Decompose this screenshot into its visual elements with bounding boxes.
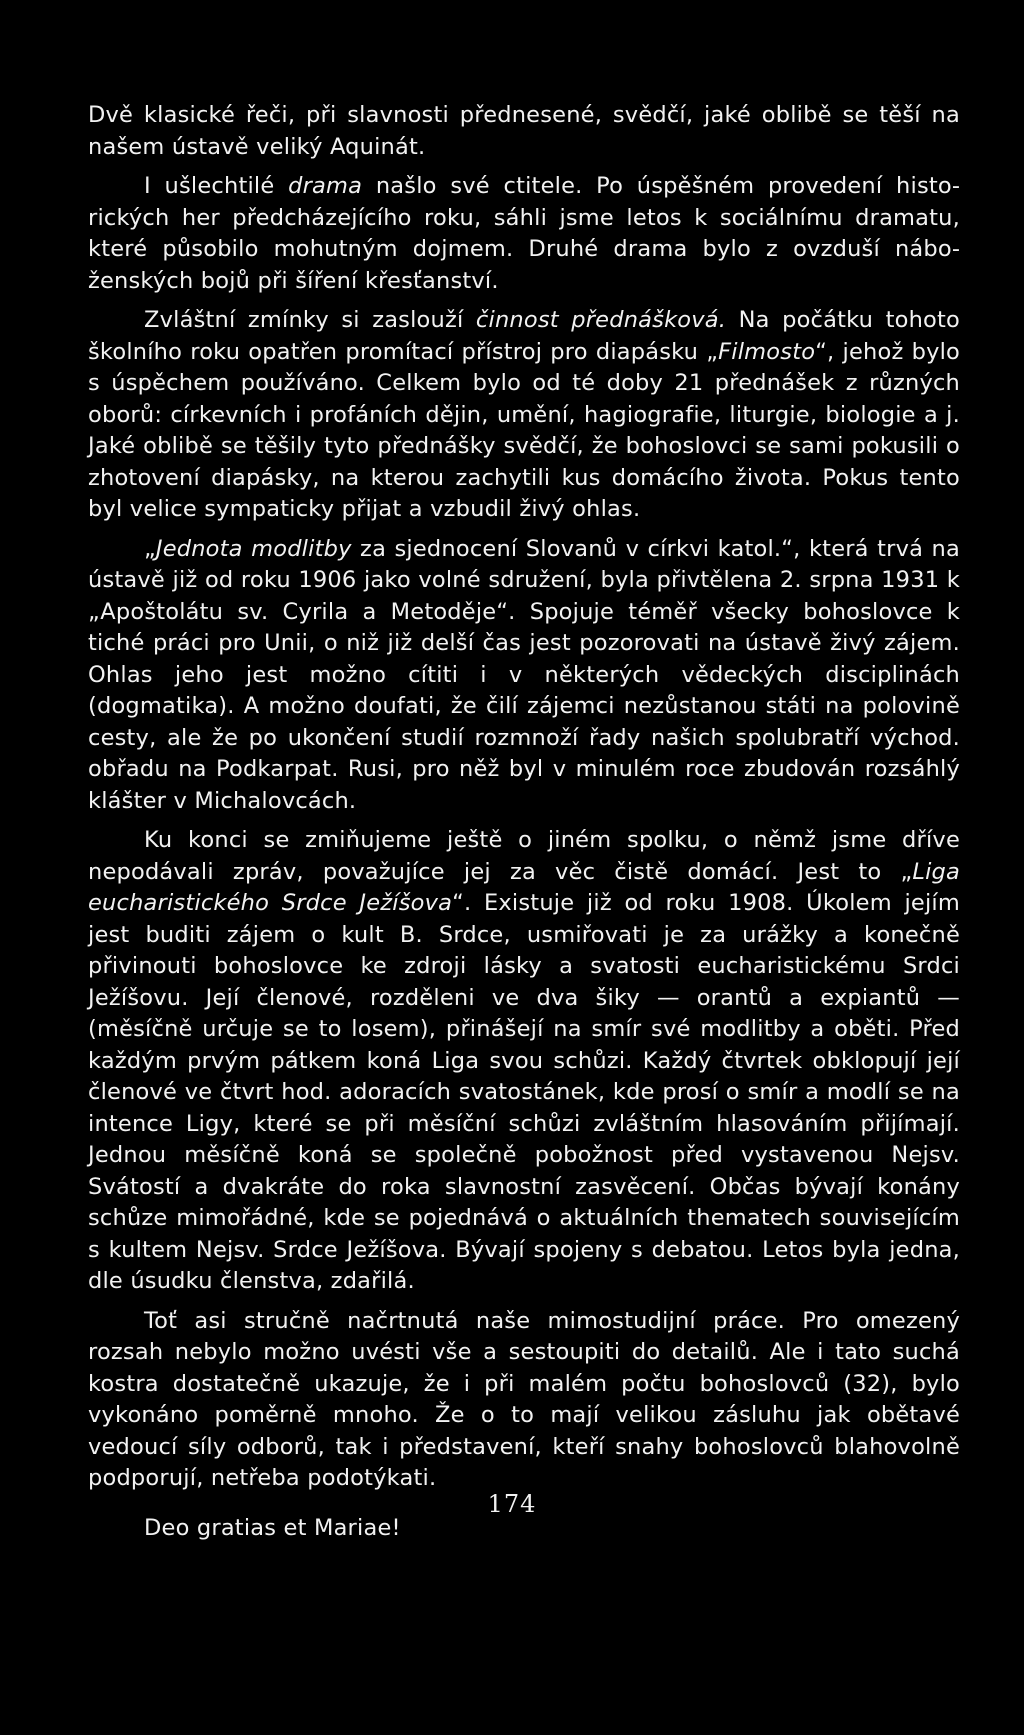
paragraph-aquinas: [88, 100, 960, 163]
text-run: našlo své ctitele. Po úspěšném provedení historických her předcházejícího roku, sáhli jsme letos k sociálnímu dramatu, které působilo mohutným dojmem. Druhé drama bylo z ovzduší náboženských bojů při šíření křesťanství.: [88, 173, 960, 294]
text-run: Na počátku tohoto školního roku opatřen promítací přístroj pro diapásku „: [88, 307, 960, 365]
paragraph-drama: [88, 171, 960, 297]
paragraph-lectures: [88, 305, 960, 526]
paragraph-prayer-union: [88, 534, 960, 818]
text-run: Deo gratias et Mariae!: [144, 1514, 401, 1541]
text-run: Ku konci se zmiňujeme ještě o jiném spolku, o němž jsme dříve nepodávali zpráv, považujíce jej za věc čistě domácí. Jest to „: [88, 827, 960, 885]
italic-emphasis: Filmosto: [718, 338, 816, 365]
italic-emphasis: činnost přednášková.: [475, 307, 727, 333]
paragraph-eucharistic-league: [88, 825, 960, 1298]
paragraph-summary: [88, 1306, 960, 1495]
text-run: Zvláštní zmínky si zaslouží: [144, 307, 476, 333]
text-run: „: [144, 535, 156, 562]
text-run: Dvě klasické řeči, při slavnosti přednesené, svědčí, jaké oblibě se těší na našem ústavě veliký Aquinát.: [88, 102, 960, 160]
text-run: “. Existuje již od roku 1908. Úkolem jejím jest buditi zájem o kult B. Srdce, usmiřovati je za urážky a konečně přivinouti bohoslovce ke zdroji lásky a svatosti eucharistickému Srdci Ježíšovu. Její členové, rozděleni ve dva šiky — orantů a expiantů — (měsíčně určuje se to losem), přinášejí na smír své modlitby a oběti. Před každým prvým pátkem koná Liga svou schůzi. Každý čtvrtek obklopují její členové ve čtvrt hod. adoracích svatostánek, kde prosí o smír a modlí se na intence Ligy, které se při měsíční schůzi zvláštním hlasováním přijímají. Jednou měsíčně koná se společně pobožnost před vystavenou Nejsv. Svátostí a dvakráte do roka slavnostní zasvěcení. Občas bývají konány schůze mimořádné, kde se pojednává o aktuálních thematech souvisejícím s kultem Nejsv. Srdce Ježíšova. Bývají spojeny s debatou. Letos byla jedna, dle úsudku členstva, zdařilá.: [88, 890, 960, 1294]
italic-emphasis: Jednota modlitby: [155, 535, 352, 562]
text-run: “, jehož bylo s úspěchem používáno. Celkem bylo od té doby 21 přednášek z různých oborů: církevních i profáních dějin, umění, hagiografie, liturgie, biologie a j. Jaké oblibě se těšily tyto přednášky svědčí, že bohoslovci se sami pokusili o zhotovení diapásky, na kterou zachytili kus domácího života. Pokus tento byl velice sympaticky přijat a vzbudil živý ohlas.: [88, 338, 961, 522]
italic-emphasis: drama: [288, 173, 363, 199]
page-number: 174: [487, 1490, 537, 1518]
italic-emphasis: Liga eucharistického Srdce Ježíšova: [88, 858, 960, 916]
text-run: Toť asi stručně načrtnutá naše mimostudijní práce. Pro omezený rozsah nebylo možno uvésti vše a sestoupiti do detailů. Ale i tato suchá kostra dostatečně ukazuje, že i při malém počtu bohoslovců (32), bylo vykonáno poměrně mnoho. Že o to mají velikou zásluhu jak obětavé vedoucí síly odborů, tak i představení, kteří snahy bohoslovců blahovolně podporují, netřeba podotýkati.: [88, 1307, 960, 1491]
page-body: [88, 100, 960, 1552]
text-run: I ušlechtilé: [144, 173, 289, 199]
text-run: za sjednocení Slovanů v církvi katol.“, která trvá na ústavě již od roku 1906 jako volné sdružení, byla přivtělena 2. srpna 1931 k „Apoštolátu sv. Cyrila a Metoděje“. Spojuje téměř všecky bohoslovce k tiché práci pro Unii, o niž již delší čas jest pozorovati na ústavě živý zájem. Ohlas jeho jest možno cítiti i v některých vědeckých disciplinách (dogmatika). A možno doufati, že čilí zájemci nezůstanou státi na polovině cesty, ale že po ukončení studií rozmnoží řady našich spolubratří východ. obřadu na Podkarpat. Rusi, pro něž byl v minulém roce zbudován rozsáhlý klášter v Michalovcách.: [88, 535, 960, 814]
